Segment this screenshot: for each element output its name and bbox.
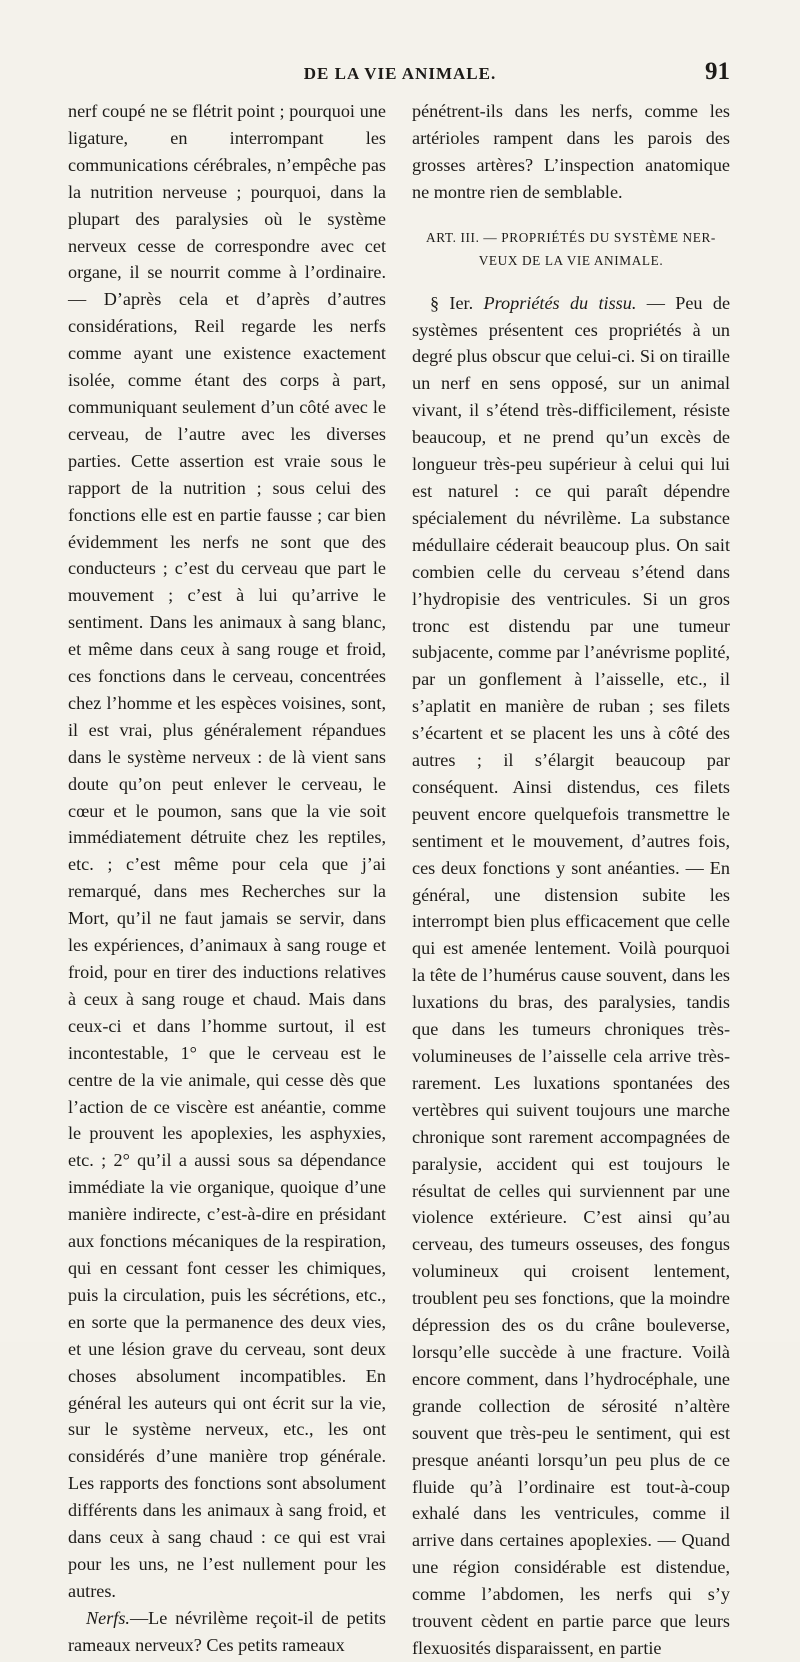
- left-paragraph-1: nerf coupé ne se flétrit point ; pourquoi une ligature, en interrompant les communications cérébrales, n’empêche pas la nutrition nerveuse ; pourquoi, dans la plupart des paralysies où le système nerveux cesse de correspondre avec cet organe, il se nourrit comme à l’ordinaire. — D’après cela et d’après d’autres considérations, Reil regarde les nerfs comme ayant une existence exactement isolée, comme étant des corps à part, communiquant seulement d’un côté avec le cerveau, de l’autre avec les diverses parties. Cette assertion est vraie sous le rapport de la nutrition ; sous celui des fonctions elle est en partie fausse ; car bien évidemment les nerfs ne sont que des conducteurs ; c’est du cerveau que part le mouvement ; c’est à lui qu’arrive le sentiment. Dans les animaux à sang blanc, et même dans ceux à sang rouge et froid, ces fonctions dans le cerveau, concentrées chez l’homme et les espèces voisines, sont, il est vrai, plus généralement répandues dans le système nerveux : de là vient sans doute qu’on peut enlever le cerveau, le cœur et le poumon, sans que la vie soit immédiatement détruite chez les reptiles, etc. ; c’est même pour cela que j’ai remarqué, dans mes Recherches sur la Mort, qu’il ne faut jamais se servir, dans les expériences, d’animaux à sang rouge et froid, pour en tirer des inductions relatives à ceux à sang rouge et chaud. Mais dans ceux-ci et dans l’homme surtout, il est incontestable, 1° que le cerveau est le centre de la vie animale, qui cesse dès que l’action de ce viscère est anéantie, comme le prouvent les apoplexies, les asphyxies, etc. ; 2° qu’il a aussi sous sa dépendance immédiate la vie organique, quoique d’une manière indirecte, c’est-à-dire en présidant aux fonctions mécaniques de la respiration, qui en cessant font cesser les chimiques, puis la circulation, puis les sécrétions, etc., en sorte que la permanence des deux vies, et une lésion grave du cerveau, sont deux choses absolument incompatibles. En général les auteurs qui ont écrit sur la vie, sur le système nerveux, etc., les ont considérés d’une manière trop générale. Les rapports des fonctions sont absolument différents dans les animaux à sang froid, et dans ceux à sang chaud : ce qui est vrai pour les uns, ne l’est nullement pour les autres.: [68, 101, 386, 1601]
- section-subtitle: Propriétés du tissu.: [483, 292, 637, 313]
- section-heading-line-2: VEUX DE LA VIE ANIMALE.: [478, 252, 664, 268]
- running-head: [70, 58, 730, 88]
- right-paragraph-1: pénétrent-ils dans les nerfs, comme les artérioles rampent dans les parois des grosses artères? L’inspection anatomique ne montre rien de semblable.: [412, 101, 730, 202]
- right-paragraph-2: [412, 290, 730, 1662]
- section-heading: [412, 226, 730, 272]
- left-column: [68, 98, 386, 1659]
- nerfs-text: —Le névrilème reçoit-il de petits rameaux nerveux? Ces petits rameaux: [68, 1607, 386, 1655]
- left-paragraph-2: [68, 1605, 386, 1659]
- right-column: [412, 98, 730, 1662]
- section-number: § Ier.: [430, 292, 474, 313]
- nerfs-label: Nerfs.: [86, 1607, 130, 1628]
- page-number: 91: [705, 58, 730, 85]
- section-text: — Peu de systèmes présentent ces propriétés à un degré plus obscur que celui-ci. Si on tiraille un nerf en sens opposé, sur un animal vivant, il s’étend très-difficilement, résiste beaucoup, et ne prend qu’un excès de longueur très-peu supérieur à celui qui lui est naturel : ce qui paraît dépendre spécialement du névrilème. La substance médullaire céderait beaucoup plus. On sait combien celle du cerveau s’étend dans l’hydropisie des ventricules. Si un gros tronc est distendu par une tumeur subjacente, comme par l’anévrisme poplité, par un gonflement à l’aisselle, etc., il s’aplatit en manière de ruban ; ses filets s’écartent et se placent les uns à côté des autres ; il s’élargit beaucoup par conséquent. Ainsi distendus, ces filets peuvent encore quelquefois transmettre le sentiment et le mouvement, d’autres fois, ces deux fonctions y sont anéanties. — En général, une distension subite les interrompt bien plus efficacement que celle qui est amenée lentement. Voilà pourquoi la tête de l’humérus cause souvent, dans les luxations du bras, des paralysies, tandis que dans les tumeurs chroniques très-volumineuses de l’aisselle cela arrive très-rarement. Les luxations spontanées des vertèbres qui suivent toujours une marche chronique sont rarement accompagnées de paralysie, accident qui est toujours le résultat de celles qui surviennent par une violence extérieure. C’est ainsi qu’au cerveau, des tumeurs osseuses, des fongus volumineux qui croisent lentement, troublent peu ses fonctions, que la moindre dépression des os du crâne bouleverse, lorsqu’elle succède à une fracture. Voilà encore comment, dans l’hydrocéphale, une grande collection de sérosité n’altère souvent que très-peu le sentiment, qui est presque anéanti lorsqu’un peu plus de ce fluide qu’à l’ordinaire est tout-à-coup exhalé dans les ventricules, comme il arrive dans certaines apoplexies. — Quand une région considérable est distendue, comme l’abdomen, les nerfs qui s’y trouvent cèdent en partie parce que leurs flexuosités disparaissent, en partie: [412, 292, 731, 1658]
- running-title: DE LA VIE ANIMALE.: [303, 64, 497, 83]
- section-heading-line-1: ART. III. — PROPRIÉTÉS DU SYSTÈME NER-: [426, 229, 716, 245]
